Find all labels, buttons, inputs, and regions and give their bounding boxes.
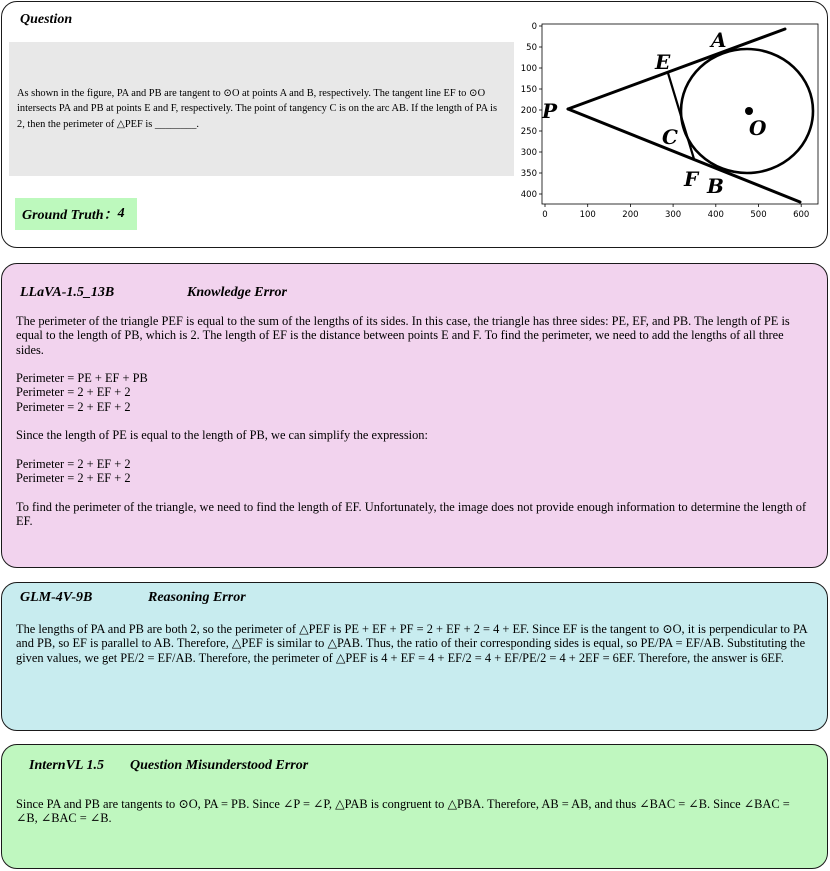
glm-response: [16, 622, 812, 679]
label-p: P: [542, 99, 558, 123]
ground-truth-value: 4: [117, 206, 125, 221]
glm-model-name: GLM-4V-9B: [20, 590, 93, 605]
llava-paragraph: To find the perimeter of the triangle, we need to find the length of EF. Unfortunately, the image does not provide enough information to determine the length of EF.: [16, 499, 807, 529]
glm-error-type: Reasoning Error: [148, 590, 246, 605]
figure-y-tick-label: 0: [531, 22, 537, 32]
internvl-error-type: Question Misunderstood Error: [130, 758, 309, 773]
geometry-figure: [520, 16, 824, 222]
figure-y-tick-label: 400: [520, 190, 537, 200]
label-e: E: [655, 50, 671, 74]
figure-x-tick-label: 200: [622, 210, 639, 220]
label-a: A: [711, 28, 727, 52]
llava-paragraph: Perimeter = PE + EF + PB Perimeter = 2 + EF + 2 Perimeter = 2 + EF + 2: [16, 371, 148, 414]
figure-y-tick-label: 100: [520, 64, 537, 74]
internvl-paragraph: Since PA and PB are tangents to ⊙O, PA = PB. Since ∠P = ∠P, △PAB is congruent to △PBA. Therefore, AB = AB, and thus ∠BAC = ∠B. Since ∠BAC = ∠B, ∠BAC = ∠B.: [16, 797, 790, 826]
label-c: C: [662, 125, 678, 149]
label-o: O: [749, 116, 767, 140]
llava-paragraph: Perimeter = 2 + EF + 2 Perimeter = 2 + EF + 2: [16, 456, 131, 486]
figure-x-tick-label: 400: [707, 210, 724, 220]
figure-y-tick-label: 150: [520, 85, 537, 95]
figure-y-axis: [521, 22, 542, 200]
figure-y-tick-label: 300: [520, 148, 537, 158]
llava-paragraph: The perimeter of the triangle PEF is equal to the sum of the lengths of its sides. In this case, the triangle has three sides: PE, EF, and PB. The length of PE is equal to the length of PB, which is 2. The length of EF is the distance between points E and F. To find the perimeter, we need to add the lengths of all three sides.: [16, 314, 790, 357]
llava-model-name: LLaVA-1.5_13B: [20, 285, 115, 300]
figure-x-tick-label: 0: [542, 210, 548, 220]
figure-x-tick-label: 600: [793, 210, 810, 220]
figure-x-tick-label: 500: [750, 210, 767, 220]
glm-panel: [1, 582, 828, 731]
question-heading: Question: [20, 12, 73, 27]
internvl-panel: [1, 744, 828, 869]
figure-x-tick-label: 100: [579, 210, 596, 220]
figure-x-tick-label: 300: [664, 210, 682, 220]
llava-paragraph: Since the length of PE is equal to the length of PB, we can simplify the expression:: [16, 428, 428, 443]
figure-y-tick-label: 200: [520, 106, 537, 116]
ground-truth-badge: [15, 198, 137, 230]
llava-panel: [1, 263, 828, 568]
internvl-response: [16, 797, 812, 840]
question-box: [9, 42, 514, 176]
figure-y-tick-label: 350: [520, 169, 537, 179]
question-panel: [1, 1, 828, 248]
llava-response: [16, 314, 812, 543]
ground-truth-label: Ground Truth：: [22, 208, 118, 223]
llava-error-type: Knowledge Error: [187, 285, 287, 300]
center-point-o: [745, 107, 753, 115]
figure-x-axis: [542, 204, 809, 220]
question-text: As shown in the figure, PA and PB are tangent to ⊙O at points A and B, respectively. The tangent line EF to ⊙O intersects PA and PB at points E and F, respectively. The point of tangency C is on the arc AB. If the length of PA is 2, then the perimeter of △PEF is ________.: [17, 87, 498, 130]
internvl-model-name: InternVL 1.5: [29, 758, 104, 773]
label-b: B: [707, 174, 724, 198]
figure-y-tick-label: 250: [520, 127, 537, 137]
glm-paragraph: The lengths of PA and PB are both 2, so the perimeter of △PEF is PE + EF + PF = 2 + EF + 2 = 4 + EF. Since EF is the tangent to ⊙O, it is perpendicular to PA and PB, so EF is parallel to AB. Therefore, △PEF is similar to △PAB. Thus, the ratio of their corresponding sides is equal, so PE/PA = EF/AB. Substituting the given values, we get PE/2 = EF/AB. Therefore, the perimeter of △PEF is 4 + EF = 4 + EF/2 = 4 + EF/PE/2 = 4 + 2EF = 6EF. Therefore, the answer is 6EF.: [16, 622, 808, 665]
figure-y-tick-label: 50: [526, 43, 537, 53]
label-f: F: [684, 167, 699, 191]
